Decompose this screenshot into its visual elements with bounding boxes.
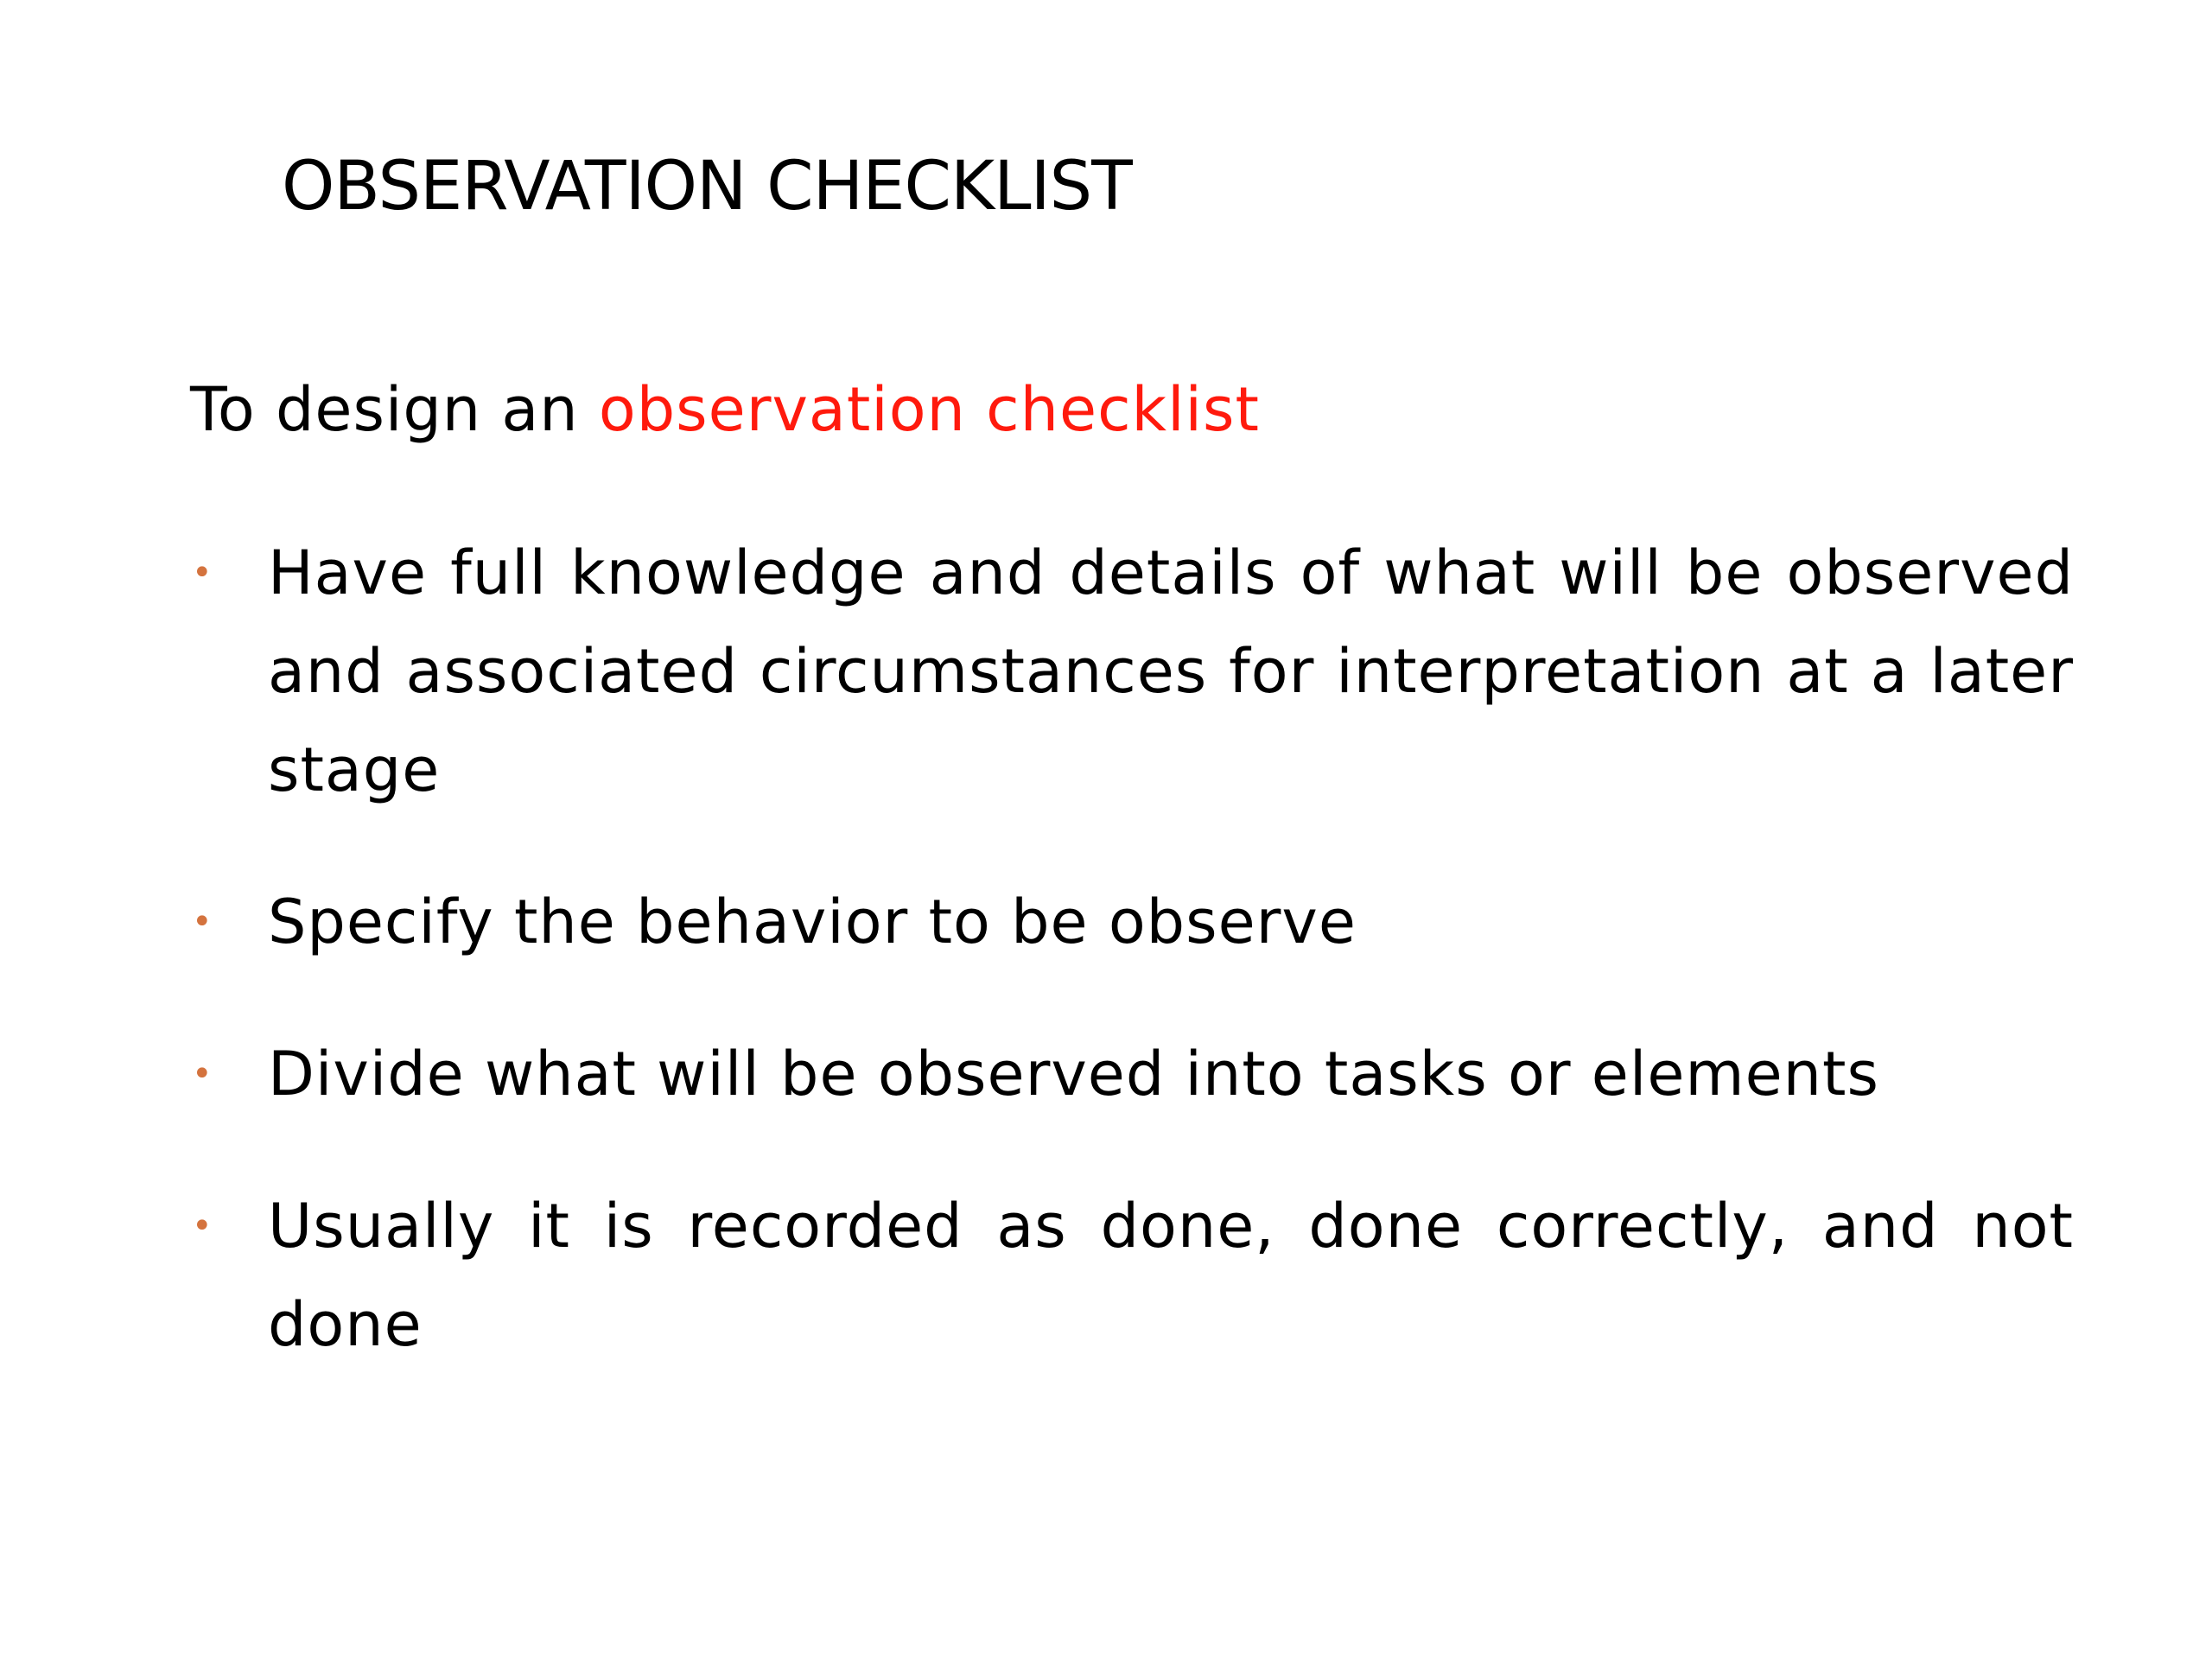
intro-highlight: observation checklist — [598, 374, 1260, 445]
slide-title: OBSERVATION CHECKLIST — [282, 148, 1132, 226]
bullet-text: Specify the behavior to be observe — [268, 887, 1357, 957]
bullet-list — [190, 524, 2074, 1427]
intro-line — [190, 373, 1260, 446]
list-item — [190, 524, 2074, 819]
list-item — [190, 1025, 2074, 1123]
bullet-icon: • — [192, 1206, 213, 1246]
bullet-text: Divide what will be observed into tasks or elements — [268, 1039, 1879, 1109]
list-item — [190, 1177, 2074, 1374]
bullet-icon: • — [192, 1054, 213, 1094]
bullet-icon: • — [192, 553, 213, 593]
bullet-icon: • — [192, 902, 213, 942]
list-item — [190, 873, 2074, 971]
bullet-text: Have full knowledge and details of what will be observed and associated circumstances for interpretation at a later stage — [268, 537, 2074, 805]
intro-prefix: To design an — [190, 374, 599, 445]
bullet-text: Usually it is recorded as done, done correctly, and not done — [268, 1191, 2074, 1360]
